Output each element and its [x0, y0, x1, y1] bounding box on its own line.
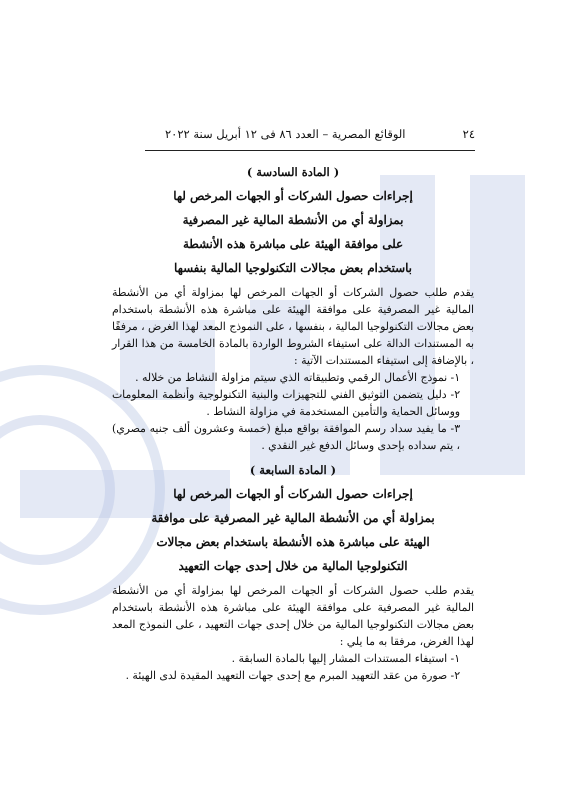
page-number: ٢٤ — [462, 127, 475, 141]
article-7-item: ٢- صورة من عقد التعهيد المبرم مع إحدى جهات التعهيد المقيدة لدى الهيئة . — [125, 669, 460, 682]
article-7-paragraph: يقدم طلب حصول الشركات أو الجهات المرخص لها بمزاولة أي من الأنشطة المالية غير المصرفية على موافقة الهيئة على مباشرة هذه الأنشطة باستخدام بعض مجالات التكنولوجيا المالية من خلال إحدى جهات التعهيد ، على النموذج المعد لهذا الغرض، مرفقا به ما يلي : — [112, 584, 474, 648]
article-7-heading: ( المادة السابعة ) — [249, 463, 337, 477]
article-6-title-line: على موافقة الهيئة على مباشرة هذه الأنشطة — [182, 237, 404, 251]
article-6-item: ٢- دليل يتضمن التوثيق الفني للتجهيزات والبنية التكنولوجية وأنظمة المعلومات ووسائل الحماية والتأمين المستخدمة في مزاولة النشاط . — [112, 388, 460, 418]
article-6-item: ١- نموذج الأعمال الرقمي وتطبيقاته الذي سيتم مزاولة النشاط من خلاله . — [135, 371, 460, 384]
page-header — [145, 123, 475, 145]
article-7-title-line: الهيئة على مباشرة هذه الأنشطة باستخدام بعض مجالات — [156, 535, 430, 549]
article-7-title-line: التكنولوجيا المالية من خلال إحدى جهات التعهيد — [178, 559, 408, 573]
article-7-item: ١- استيفاء المستندات المشار إليها بالمادة السابقة . — [231, 652, 460, 665]
article-6-heading: ( المادة السادسة ) — [246, 165, 340, 179]
article-6-title-line: باستخدام بعض مجالات التكنولوجيا المالية بنفسها — [174, 261, 412, 275]
header-rule — [145, 150, 475, 151]
publication-title: الوقائع المصرية – العدد ٨٦ فى ١٢ أبريل سنة ٢٠٢٢ — [165, 127, 406, 141]
article-6-title-line: بمزاولة أي من الأنشطة المالية غير المصرفية — [182, 213, 404, 227]
article-7-title-line: بمزاولة أي من الأنشطة المالية غير المصرفية على موافقة — [151, 511, 435, 525]
article-6-paragraph: يقدم طلب حصول الشركات أو الجهات المرخص لها بمزاولة أي من الأنشطة المالية غير المصرفية على موافقة الهيئة على مباشرة هذه الأنشطة باستخدام بعض مجالات التكنولوجيا المالية ، بنفسها ، على النموذج المعد لهذا الغرض ، مرفقًا به المستندات الدالة على استيفاء الشروط الواردة بالمادة الخامسة من هذا القرار ، بالإضافة إلى استيفاء المستندات الآتية : — [112, 286, 474, 367]
article-6-title-line: إجراءات حصول الشركات أو الجهات المرخص لها — [173, 189, 413, 203]
article-6-item: ٣- ما يفيد سداد رسم الموافقة بواقع مبلغ (خمسة وعشرون ألف جنيه مصري) ، يتم سداده بإحدى وسائل الدفع غير النقدي . — [112, 422, 460, 452]
article-7-title-line: إجراءات حصول الشركات أو الجهات المرخص لها — [173, 487, 413, 501]
document-body — [112, 160, 474, 684]
